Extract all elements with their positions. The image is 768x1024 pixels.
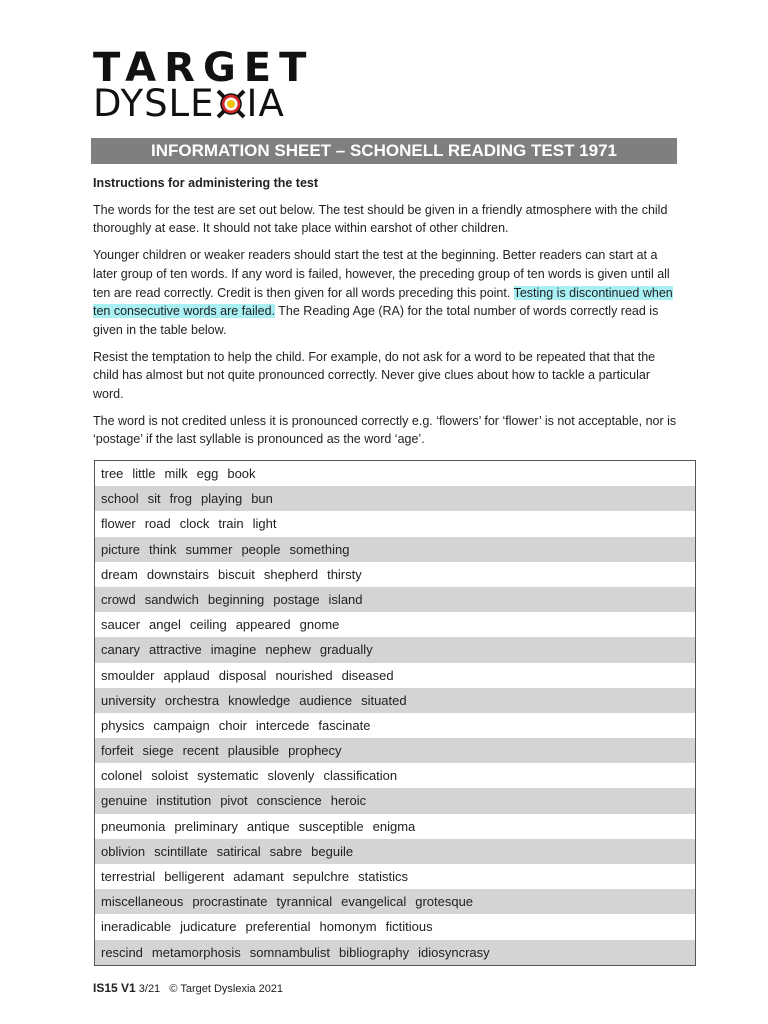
footer-date: 3/21	[138, 983, 161, 995]
test-word: biscuit	[218, 566, 255, 582]
word-row	[95, 738, 695, 763]
test-word: grotesque	[415, 894, 474, 910]
highlighted-text: Testing is discontinued when ten consecutive words are failed.	[93, 285, 673, 319]
test-word: plausible	[227, 743, 280, 759]
test-word: metamorphosis	[151, 944, 241, 960]
test-word: terrestrial	[101, 869, 156, 884]
word-row	[95, 940, 695, 965]
paragraph-4: The word is not credited unless it is pronounced correctly e.g. ‘flowers’ for ‘flower’ is not acceptable, nor is ‘postage’ if the last syllable is pronounced as the word ‘age’.	[93, 413, 677, 447]
test-word: institution	[156, 793, 212, 809]
test-word: statistics	[358, 869, 408, 884]
test-word: downstairs	[146, 566, 209, 582]
word-row	[95, 612, 695, 637]
test-word: nephew	[265, 642, 311, 658]
test-word: road	[144, 516, 171, 532]
test-word: sit	[147, 491, 161, 507]
test-word: diseased	[341, 667, 394, 683]
word-table	[94, 460, 696, 966]
test-word: imagine	[210, 642, 257, 658]
instructions-section	[93, 174, 678, 457]
test-word: egg	[196, 466, 219, 481]
test-word: sabre	[269, 843, 303, 859]
word-row	[95, 788, 695, 813]
paragraph-2-before: Younger children or weaker readers should start the test at the beginning. Better readers can start at a later group of ten words. If any word is failed, however, the preceding group of ten words is given until all ten are read correctly. Credit is then given for all words preceding this point.	[93, 248, 670, 300]
test-word: sepulchre	[292, 869, 350, 884]
test-word: situated	[361, 692, 407, 708]
word-row	[95, 637, 695, 662]
instructions-heading: Instructions for administering the test	[93, 176, 319, 190]
test-word: crowd	[101, 591, 136, 607]
test-word: light	[252, 516, 277, 532]
test-word: thirsty	[327, 566, 362, 582]
test-word: rescind	[101, 944, 143, 960]
test-word: people	[241, 541, 281, 557]
test-word: fascinate	[318, 717, 371, 733]
test-word: enigma	[372, 818, 416, 834]
test-word: colonel	[101, 768, 143, 784]
test-word: physics	[101, 717, 145, 733]
word-row	[95, 763, 695, 788]
test-word: summer	[185, 541, 233, 557]
footer-code: IS15 V1	[93, 981, 136, 995]
test-word: intercede	[255, 717, 310, 733]
test-word: angel	[149, 617, 181, 633]
test-word: homonym	[319, 919, 377, 935]
word-row	[95, 713, 695, 738]
word-row	[95, 688, 695, 713]
test-word: fictitious	[385, 919, 433, 935]
test-word: attractive	[149, 642, 202, 658]
logo-line1: TARGET	[93, 45, 315, 91]
test-word: evangelical	[341, 894, 407, 910]
test-word: orchestra	[164, 692, 220, 708]
test-word: recent	[182, 743, 219, 759]
test-word: playing	[200, 491, 243, 507]
test-word: forfeit	[101, 743, 134, 759]
word-row	[95, 461, 695, 486]
test-word: saucer	[101, 617, 141, 633]
test-word: campaign	[153, 717, 210, 733]
paragraph-3: Resist the temptation to help the child. For example, do not ask for a word to be repeated that that the child has almost but not quite pronounced correctly. Never give clues about how to tackle a particular word.	[93, 349, 656, 402]
test-word: audience	[299, 692, 353, 708]
logo	[93, 45, 315, 125]
test-word: knowledge	[228, 692, 291, 708]
test-word: university	[101, 692, 156, 708]
word-row	[95, 486, 695, 511]
word-row	[95, 889, 695, 914]
test-word: train	[218, 516, 244, 532]
test-word: idiosyncrasy	[418, 944, 490, 960]
test-word: smoulder	[101, 667, 155, 683]
test-word: clock	[179, 516, 210, 532]
test-word: gradually	[319, 642, 373, 658]
banner-title: INFORMATION SHEET – SCHONELL READING TEST 1971	[91, 138, 677, 164]
test-word: satirical	[216, 843, 261, 859]
test-word: dream	[101, 566, 138, 582]
test-word: beginning	[207, 591, 265, 607]
test-word: gnome	[299, 617, 340, 633]
test-word: flower	[101, 516, 136, 532]
test-word: nourished	[275, 667, 333, 683]
logo-line2-right: IA	[246, 82, 285, 125]
test-word: conscience	[256, 793, 322, 809]
test-word: heroic	[330, 793, 367, 809]
test-word: somnambulist	[249, 944, 330, 960]
test-word: prophecy	[288, 743, 342, 759]
test-word: book	[227, 466, 256, 481]
test-word: beguile	[311, 843, 354, 859]
target-x-icon	[216, 89, 246, 119]
test-word: bibliography	[339, 944, 410, 960]
word-row	[95, 814, 695, 839]
test-word: little	[132, 466, 156, 481]
test-word: judicature	[180, 919, 237, 935]
test-word: susceptible	[298, 818, 364, 834]
test-word: choir	[218, 717, 247, 733]
word-row	[95, 864, 695, 889]
test-word: soloist	[151, 768, 189, 784]
word-row	[95, 587, 695, 612]
footer	[93, 981, 283, 995]
test-word: something	[289, 541, 350, 557]
test-word: slovenly	[267, 768, 315, 784]
word-row	[95, 537, 695, 562]
test-word: ceiling	[189, 617, 227, 633]
word-row	[95, 562, 695, 587]
test-word: scintillate	[154, 843, 208, 859]
test-word: oblivion	[101, 843, 146, 859]
test-word: adamant	[233, 869, 284, 884]
test-word: appeared	[235, 617, 291, 633]
paragraph-2	[93, 246, 678, 340]
test-word: tree	[101, 466, 124, 481]
test-word: shepherd	[263, 566, 319, 582]
test-word: miscellaneous	[101, 894, 184, 910]
test-word: frog	[169, 491, 192, 507]
logo-line2	[93, 82, 313, 125]
test-word: canary	[101, 642, 141, 658]
test-word: ineradicable	[101, 919, 172, 935]
test-word: belligerent	[164, 869, 225, 884]
test-word: sandwich	[144, 591, 199, 607]
test-word: pivot	[220, 793, 248, 809]
test-word: applaud	[163, 667, 210, 683]
test-word: classification	[323, 768, 398, 784]
paragraph-2-after: The Reading Age (RA) for the total number of words correctly read is given in the table below.	[93, 304, 659, 337]
logo-line2-left: DYSLE	[93, 82, 215, 125]
word-row	[95, 511, 695, 536]
test-word: think	[149, 541, 177, 557]
test-word: bun	[251, 491, 273, 507]
test-word: island	[328, 591, 363, 607]
test-word: pneumonia	[101, 818, 166, 834]
footer-copyright: © Target Dyslexia 2021	[169, 983, 284, 995]
test-word: postage	[273, 591, 320, 607]
test-word: genuine	[101, 793, 148, 809]
paragraph-1: The words for the test are set out below. The test should be given in a friendly atmosphere with the child thoroughly at ease. It should not take place within earshot of other children.	[93, 202, 668, 236]
test-word: disposal	[218, 667, 267, 683]
test-word: preliminary	[174, 818, 238, 834]
test-word: siege	[142, 743, 174, 759]
test-word: picture	[101, 541, 141, 557]
word-row	[95, 663, 695, 688]
word-row	[95, 914, 695, 939]
test-word: procrastinate	[192, 894, 268, 910]
test-word: school	[101, 491, 139, 507]
test-word: systematic	[197, 768, 259, 784]
test-word: preferential	[245, 919, 311, 935]
test-word: milk	[164, 466, 188, 481]
test-word: antique	[246, 818, 290, 834]
word-row	[95, 839, 695, 864]
test-word: tyrannical	[276, 894, 333, 910]
